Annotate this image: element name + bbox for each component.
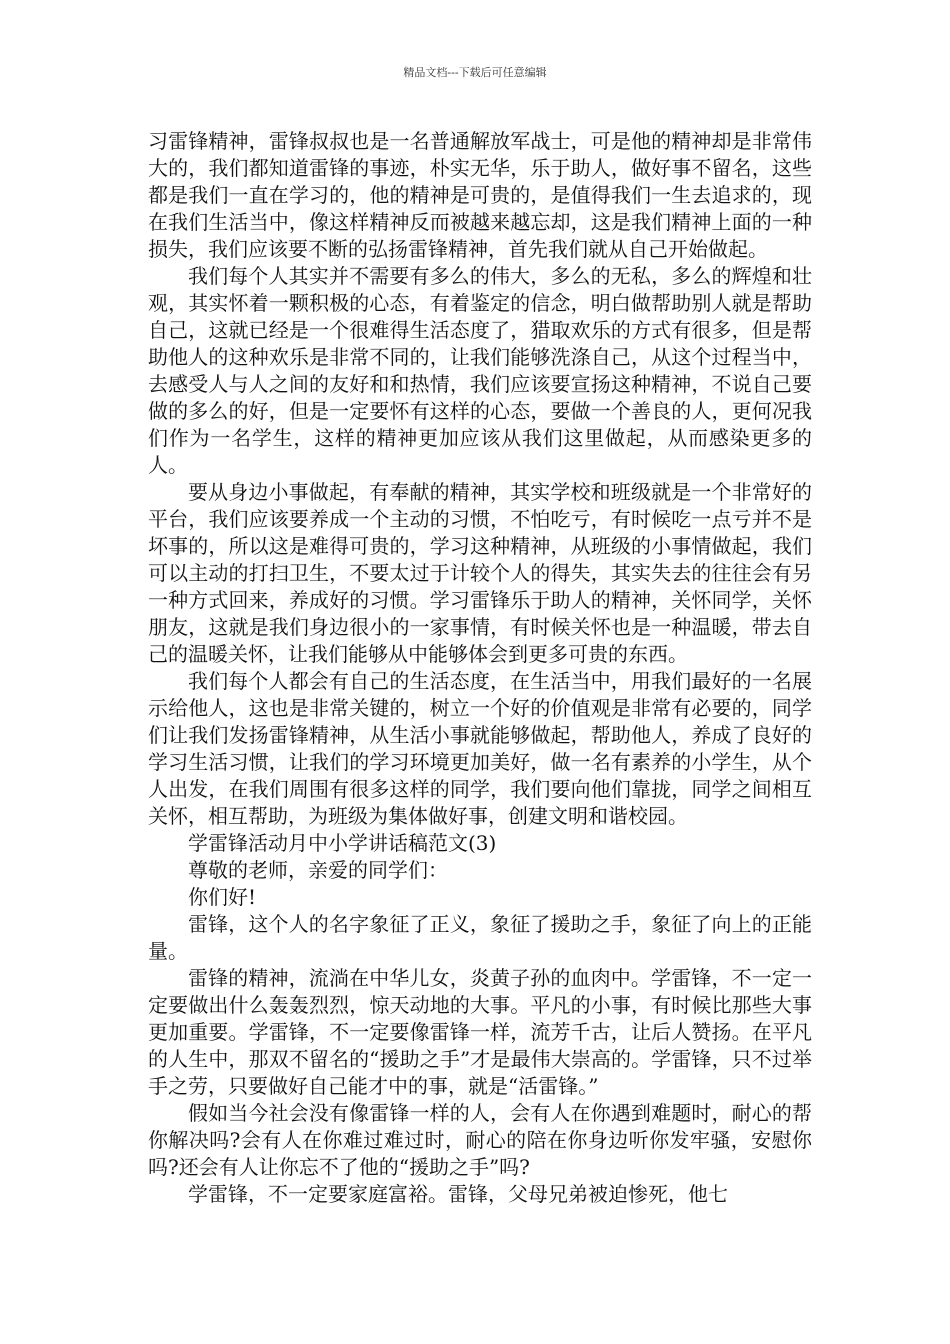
paragraph-7: 假如当今社会没有像雷锋一样的人，会有人在你遇到难题时，耐心的帮你解决吗?会有人在你难过难过时，耐心的陪在你身边听你发牢骚，安慰你吗?还会有人让你忘不了他的“援助之手”吗? (148, 1101, 812, 1179)
paragraph-3: 要从身边小事做起，有奉献的精神，其实学校和班级就是一个非常好的平台，我们应该要养成一个主动的习惯，不怕吃亏，有时候吃一点亏并不是坏事的，所以这是难得可贵的，学习这种精神，从班级的小事情做起，我们可以主动的打扫卫生，不要太过于计较个人的得失，其实失去的往往会有另一种方式回来，养成好的习惯。学习雷锋乐于助人的精神，关怀同学，关怀朋友，这就是我们身边很小的一家事情，有时候关怀也是一种温暖，带去自己的温暖关怀，让我们能够从中能够体会到更多可贵的东西。 (148, 480, 812, 666)
document-body (148, 128, 812, 1208)
greeting: 你们好! (188, 885, 257, 909)
paragraph-4: 我们每个人都会有自己的生活态度，在生活当中，用我们最好的一名展示给他人，这也是非常关键的，树立一个好的价值观是非常有必要的，同学们让我们发扬雷锋精神，从生活小事就能够做起，帮助他人，养成了良好的学习生活习惯，让我们的学习环境更加美好，做一名有素养的小学生，从个人出发，在我们周围有很多这样的同学，我们要向他们靠拢，同学之间相互关怀，相互帮助，为班级为集体做好事，创建文明和谐校园。 (148, 669, 812, 828)
paragraph-2: 我们每个人其实并不需要有多么的伟大，多么的无私，多么的辉煌和壮观，其实怀着一颗积极的心态，有着鉴定的信念，明白做帮助别人就是帮助自己，这就已经是一个很难得生活态度了，猎取欢乐的方式有很多，但是帮助他人的这种欢乐是非常不同的，让我们能够洗涤自己，从这个过程当中，去感受人与人之间的友好和和热情，我们应该要宣扬这种精神，不说自己要做的多么的好，但是一定要怀有这样的心态，要做一个善良的人，更何况我们作为一名学生，这样的精神更加应该从我们这里做起，从而感染更多的人。 (148, 264, 812, 477)
page-header: 精品文档---下载后可任意编辑 (403, 66, 547, 79)
paragraph-8: 学雷锋，不一定要家庭富裕。雷锋，父母兄弟被迫惨死，他七 (188, 1182, 728, 1206)
section-title: 学雷锋活动月中小学讲话稿范文(3) (188, 831, 497, 855)
salutation: 尊敬的老师，亲爱的同学们： (188, 858, 448, 882)
paragraph-6: 雷锋的精神，流淌在中华儿女，炎黄子孙的血肉中。学雷锋，不一定一定要做出什么轰轰烈烈，惊天动地的大事。平凡的小事，有时候比那些大事更加重要。学雷锋，不一定要像雷锋一样，流芳千古，让后人赞扬。在平凡的人生中，那双不留名的“援助之手”才是最伟大崇高的。学雷锋，只不过举手之劳，只要做好自己能才中的事，就是“活雷锋。” (148, 966, 812, 1098)
paragraph-1: 习雷锋精神，雷锋叔叔也是一名普通解放军战士，可是他的精神却是非常伟大的，我们都知道雷锋的事迹，朴实无华，乐于助人，做好事不留名，这些都是我们一直在学习的，他的精神是可贵的，是值得我们一生去追求的，现在我们生活当中，像这样精神反而被越来越忘却，这是我们精神上面的一种损失，我们应该要不断的弘扬雷锋精神，首先我们就从自己开始做起。 (148, 129, 812, 261)
paragraph-5: 雷锋，这个人的名字象征了正义，象征了援助之手，象征了向上的正能量。 (148, 912, 812, 963)
